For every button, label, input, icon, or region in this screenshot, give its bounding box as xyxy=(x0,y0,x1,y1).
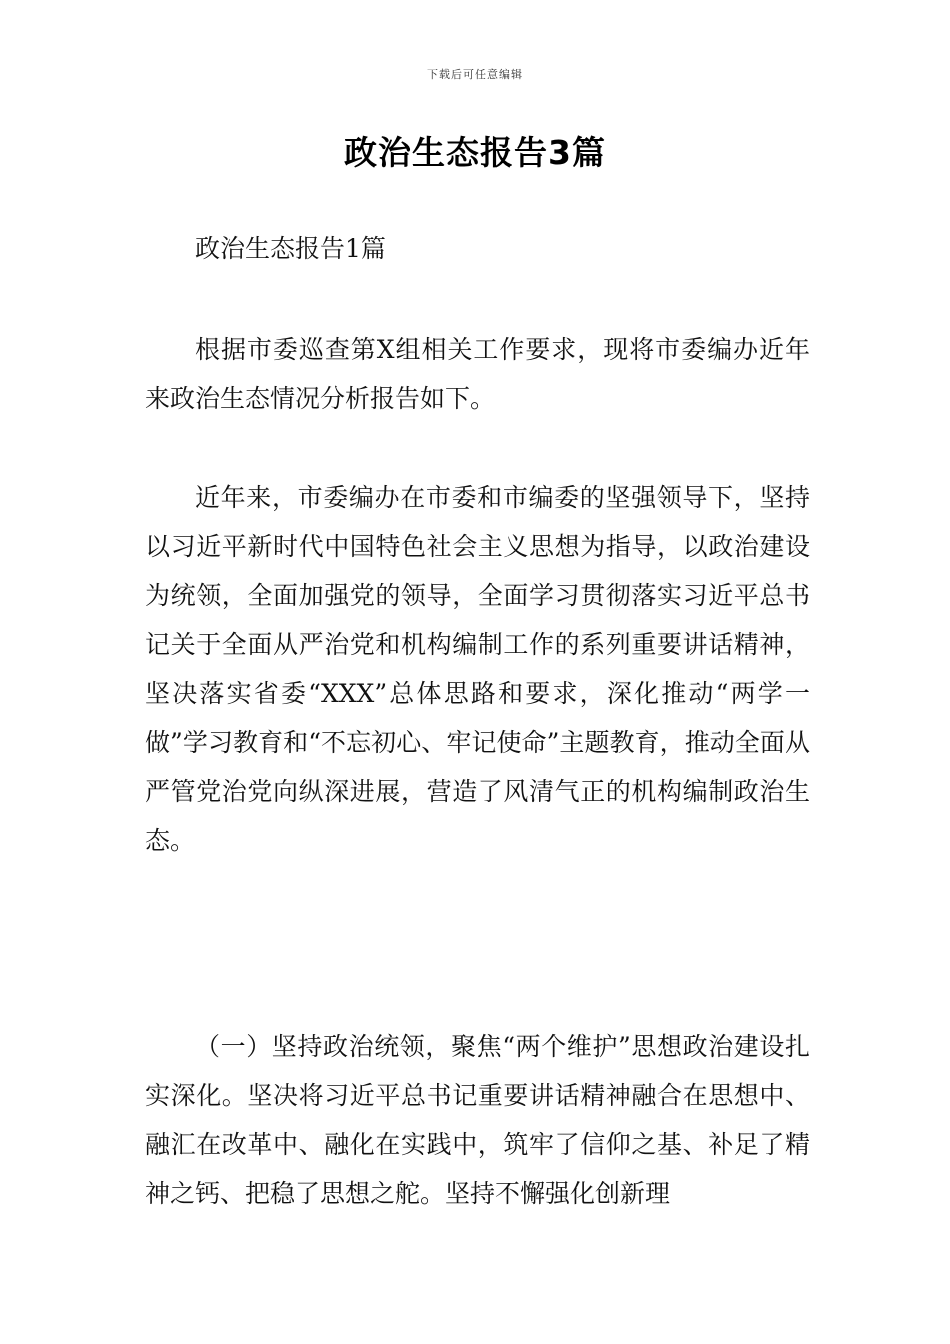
body-paragraph: （一）坚持政治统领，聚焦“两个维护”思想政治建设扎实深化。坚决将习近平总书记重要讲话精神融合在思想中、融汇在改革中、融化在实践中，筑牢了信仰之基、补足了精神之钙、把稳了思想之舵。坚持不懈强化创新理 xyxy=(145,1032,810,1208)
document-title: 政治生态报告3篇 xyxy=(344,133,606,172)
section-subtitle: 政治生态报告1篇 xyxy=(195,234,386,263)
body-paragraph: 近年来，市委编办在市委和市编委的坚强领导下，坚持以习近平新时代中国特色社会主义思想为指导，以政治建设为统领，全面加强党的领导，全面学习贯彻落实习近平总书记关于全面从严治党和机构编制工作的系列重要讲话精神，坚决落实省委“XXX”总体思路和要求，深化推动“两学一做”学习教育和“不忘初心、牢记使命”主题教育，推动全面从严管党治党向纵深进展，营造了风清气正的机构编制政治生态。 xyxy=(145,483,810,855)
header-note: 下载后可任意编辑 xyxy=(427,68,523,81)
body-paragraph: 根据市委巡查第X组相关工作要求，现将市委编办近年来政治生态情况分析报告如下。 xyxy=(145,335,810,413)
